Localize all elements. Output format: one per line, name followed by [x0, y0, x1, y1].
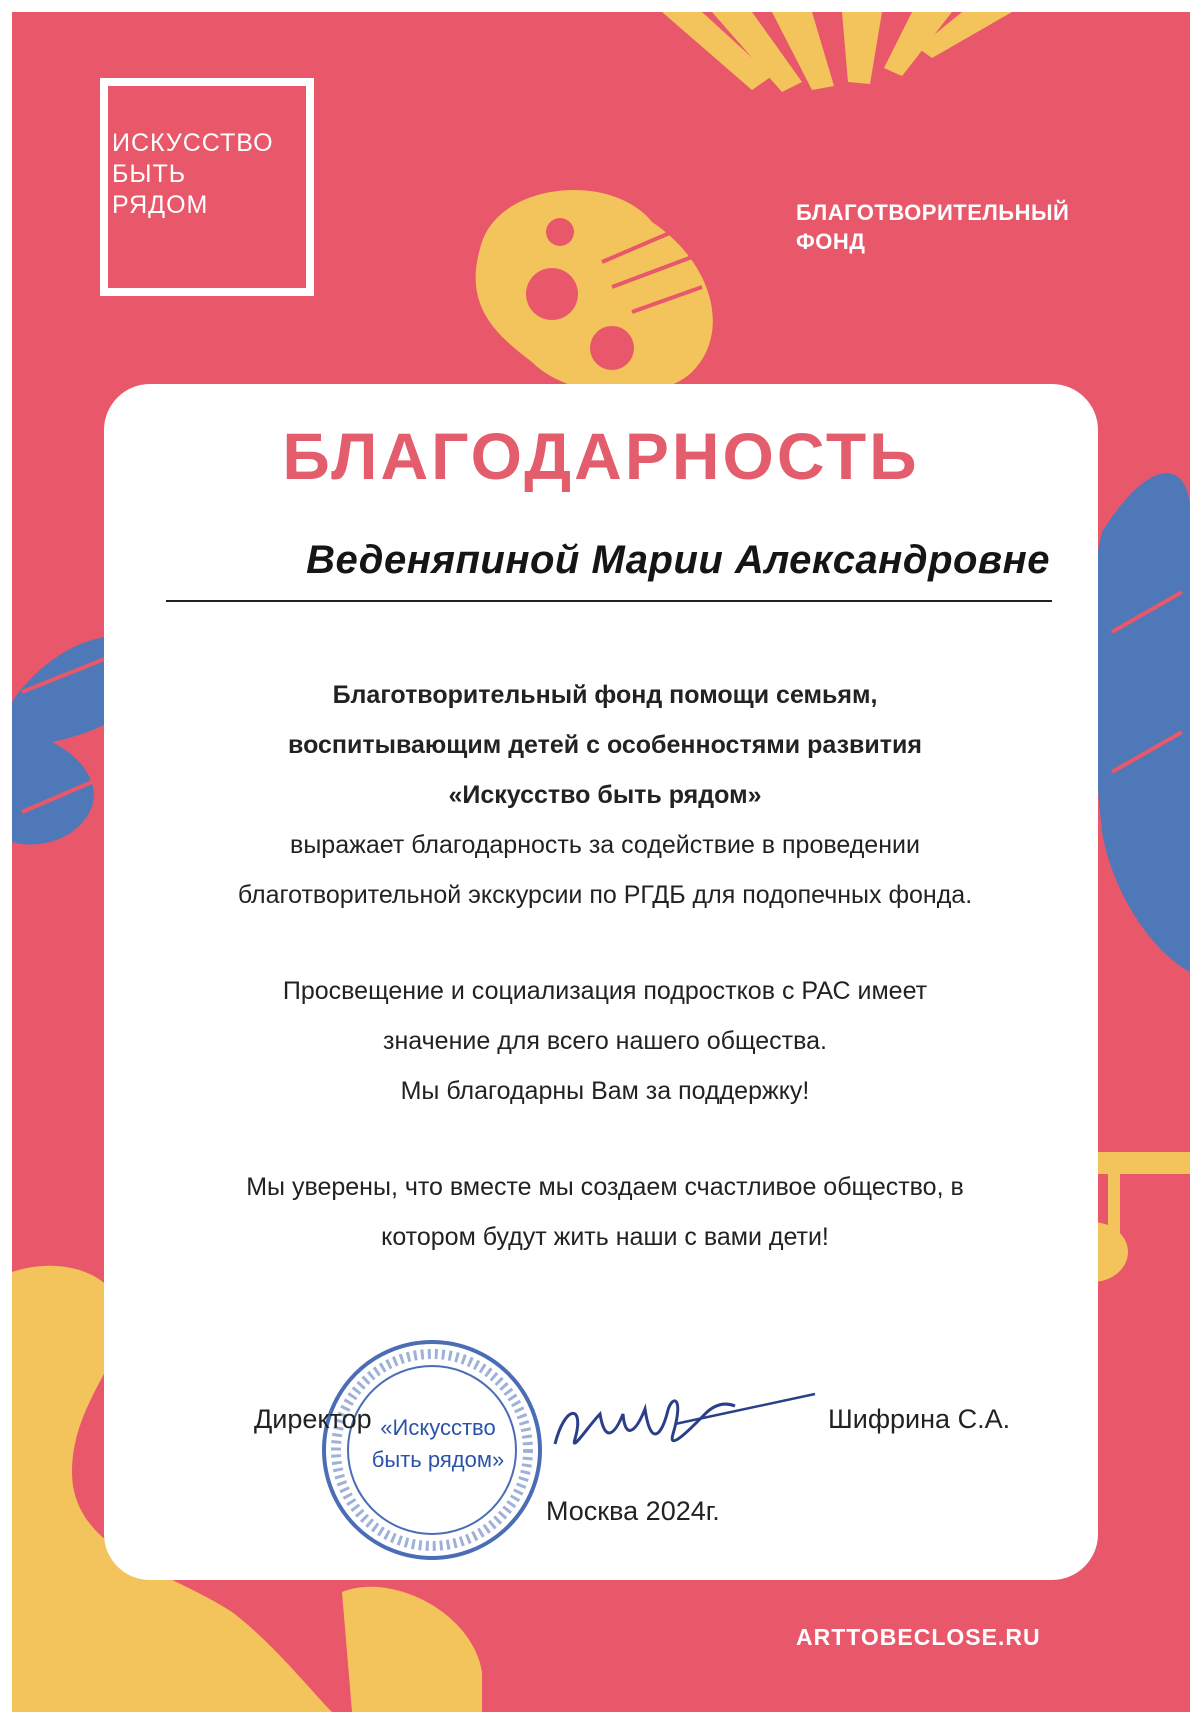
sunburst-decoration [662, 12, 1012, 92]
text-line: «Искусство быть рядом» [448, 781, 762, 809]
stamp-text: «Искусство быть рядом» [371, 1415, 505, 1472]
closing-paragraph [130, 1162, 1080, 1262]
palette-decoration [476, 190, 713, 393]
website-url: ARTTOBECLOSE.RU [796, 1624, 1041, 1650]
text-line: значение для всего нашего общества. [383, 1027, 827, 1055]
recipient-name: Веденяпиной Марии Александровне [306, 538, 1050, 582]
text-line: благотворительной экскурсии по РГДБ для подопечных фонда. [237, 881, 973, 909]
certificate-title: БЛАГОДАРНОСТЬ [282, 419, 920, 493]
gratitude-paragraph [130, 670, 1080, 920]
place-date: Москва 2024г. [546, 1496, 720, 1526]
text-line: выражает благодарность за содействие в проведении [290, 831, 920, 859]
signature-role: Директор [254, 1404, 372, 1434]
blue-shape-right [1090, 473, 1190, 972]
text-line: Мы благодарны Вам за поддержку! [400, 1077, 810, 1105]
logo-text: ИСКУССТВО БЫТЬ РЯДОМ [112, 129, 274, 219]
text-line: Мы уверены, что вместе мы создаем счастливое общество, в [246, 1173, 964, 1201]
text-line: Благотворительный фонд помощи семьям, [332, 681, 878, 709]
signature-name: Шифрина С.А. [828, 1404, 1011, 1434]
fund-label: БЛАГОТВОРИТЕЛЬНЫЙ ФОНД [796, 200, 1070, 254]
society-paragraph [130, 966, 1080, 1116]
handwritten-signature [545, 1384, 825, 1474]
recipient-underline [166, 600, 1052, 602]
text-line: воспитывающим детей с особенностями развития [288, 731, 922, 759]
text-line: котором будут жить наши с вами дети! [381, 1223, 829, 1251]
text-line: Просвещение и социализация подростков с РАС имеет [282, 977, 928, 1005]
